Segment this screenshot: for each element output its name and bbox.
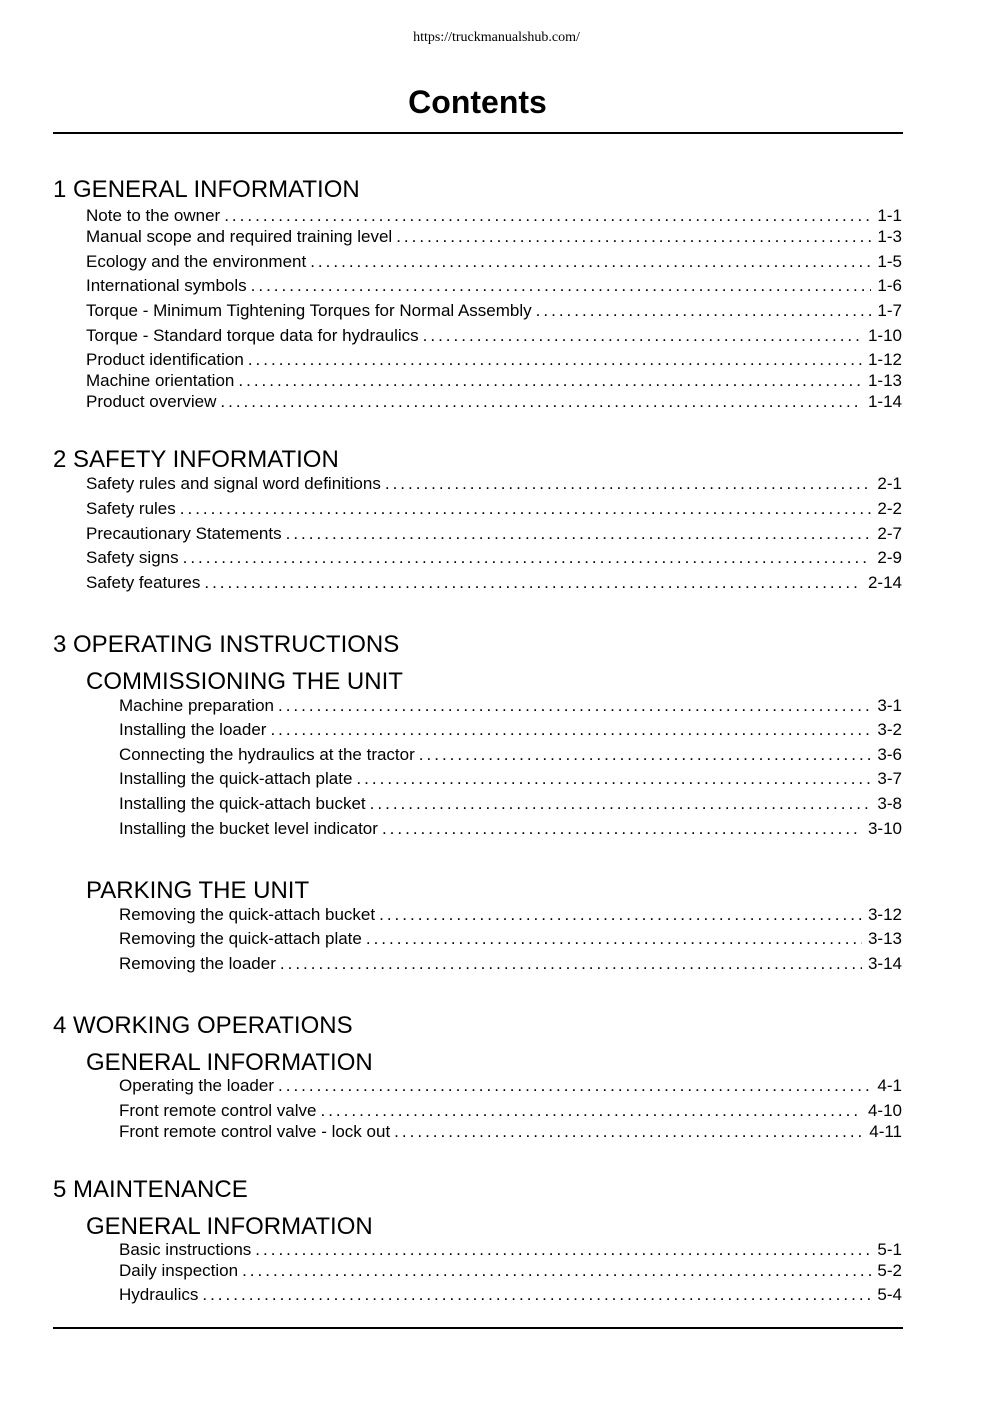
- toc-entry-page: 5-2: [877, 1261, 902, 1280]
- bottom-divider: [53, 1327, 903, 1329]
- toc-entry[interactable]: [119, 1122, 902, 1142]
- toc-entry-label: Precautionary Statements: [86, 524, 282, 543]
- toc-entry[interactable]: [86, 371, 902, 391]
- dot-leader: [248, 350, 862, 370]
- toc-entry-label: Front remote control valve: [119, 1101, 317, 1120]
- toc-entry[interactable]: [119, 819, 902, 839]
- toc-entry-page: 3-7: [877, 769, 902, 788]
- section-heading: 4 WORKING OPERATIONS: [53, 1012, 353, 1039]
- dot-leader: [251, 276, 872, 296]
- toc-entry-page: 1-14: [867, 392, 902, 411]
- dot-leader: [394, 1122, 863, 1142]
- subsection-heading: COMMISSIONING THE UNIT: [86, 668, 403, 695]
- toc-entry[interactable]: [119, 905, 902, 925]
- toc-entry-page: 1-5: [877, 252, 902, 271]
- dot-leader: [202, 1285, 871, 1305]
- dot-leader: [385, 474, 872, 494]
- dot-leader: [366, 929, 862, 949]
- toc-entry-label: Installing the loader: [119, 720, 267, 739]
- toc-entry-page: 1-6: [877, 276, 902, 295]
- dot-leader: [278, 696, 871, 716]
- subsection-heading: GENERAL INFORMATION: [86, 1213, 373, 1240]
- section-heading: 1 GENERAL INFORMATION: [53, 176, 360, 203]
- dot-leader: [320, 1101, 862, 1121]
- toc-entry[interactable]: [86, 524, 902, 544]
- toc-entry[interactable]: [86, 301, 902, 321]
- dot-leader: [220, 392, 862, 412]
- toc-entry-page: 1-13: [867, 371, 902, 390]
- toc-entry-page: 2-1: [877, 474, 902, 493]
- source-url[interactable]: https://truckmanualshub.com/: [413, 30, 580, 45]
- toc-entry[interactable]: [119, 794, 902, 814]
- toc-entry[interactable]: [86, 326, 902, 346]
- section-heading: 2 SAFETY INFORMATION: [53, 446, 339, 473]
- toc-entry-label: Product overview: [86, 392, 217, 411]
- toc-entry-label: Ecology and the environment: [86, 252, 307, 271]
- toc-entry[interactable]: [119, 1101, 902, 1121]
- toc-entry-label: Daily inspection: [119, 1261, 239, 1280]
- toc-entry-page: 3-10: [867, 819, 902, 838]
- toc-entry-label: Safety features: [86, 573, 201, 592]
- toc-entry[interactable]: [86, 350, 902, 370]
- toc-entry-label: Installing the quick-attach bucket: [119, 794, 366, 813]
- toc-entry-page: 1-3: [877, 227, 902, 246]
- toc-entry[interactable]: [86, 474, 902, 494]
- toc-entry-page: 2-2: [877, 499, 902, 518]
- toc-entry-page: 1-10: [867, 326, 902, 345]
- toc-entry[interactable]: [119, 929, 902, 949]
- dot-leader: [382, 819, 862, 839]
- toc-entry[interactable]: [119, 1076, 902, 1096]
- dot-leader: [310, 252, 871, 272]
- dot-leader: [242, 1261, 871, 1281]
- toc-entry[interactable]: [86, 548, 902, 568]
- dot-leader: [270, 720, 871, 740]
- toc-entry-label: Torque - Standard torque data for hydraulics: [86, 326, 419, 345]
- toc-entry[interactable]: [86, 276, 902, 296]
- toc-entry-label: Removing the quick-attach plate: [119, 929, 362, 948]
- toc-entry[interactable]: [86, 252, 902, 272]
- toc-entry[interactable]: [86, 392, 902, 412]
- toc-entry-label: International symbols: [86, 276, 247, 295]
- toc-entry-page: 4-11: [869, 1122, 902, 1141]
- toc-entry[interactable]: [119, 1240, 902, 1260]
- toc-entry-label: Machine orientation: [86, 371, 235, 390]
- toc-entry-page: 2-9: [877, 548, 902, 567]
- toc-entry-page: 1-12: [867, 350, 902, 369]
- dot-leader: [286, 524, 872, 544]
- toc-entry-page: 4-1: [877, 1076, 902, 1095]
- dot-leader: [278, 1076, 871, 1096]
- toc-entry-label: Product identification: [86, 350, 244, 369]
- toc-entry[interactable]: [119, 720, 902, 740]
- toc-entry[interactable]: [119, 769, 902, 789]
- toc-entry-label: Removing the quick-attach bucket: [119, 905, 376, 924]
- toc-entry-label: Basic instructions: [119, 1240, 252, 1259]
- toc-entry-page: 5-4: [877, 1285, 902, 1304]
- dot-leader: [183, 548, 872, 568]
- page-title: Contents: [408, 84, 547, 120]
- toc-entry-page: 3-1: [877, 696, 902, 715]
- toc-entry-page: 3-14: [867, 954, 902, 973]
- dot-leader: [370, 794, 872, 814]
- toc-entry[interactable]: [119, 954, 902, 974]
- toc-entry-page: 2-7: [877, 524, 902, 543]
- toc-entry-label: Removing the loader: [119, 954, 276, 973]
- toc-entry-label: Safety rules: [86, 499, 176, 518]
- toc-entry[interactable]: [86, 206, 902, 226]
- dot-leader: [180, 499, 872, 519]
- dot-leader: [280, 954, 862, 974]
- subsection-heading: PARKING THE UNIT: [86, 877, 310, 904]
- top-divider: [53, 132, 903, 134]
- toc-entry-label: Torque - Minimum Tightening Torques for Normal Assembly: [86, 301, 532, 320]
- subsection-heading: GENERAL INFORMATION: [86, 1049, 373, 1076]
- dot-leader: [396, 227, 871, 247]
- toc-entry-label: Connecting the hydraulics at the tractor: [119, 745, 415, 764]
- toc-entry-label: Manual scope and required training level: [86, 227, 393, 246]
- section-heading: 3 OPERATING INSTRUCTIONS: [53, 631, 400, 658]
- dot-leader: [379, 905, 862, 925]
- toc-entry[interactable]: [119, 1261, 902, 1281]
- dot-leader: [423, 326, 862, 346]
- dot-leader: [356, 769, 871, 789]
- dot-leader: [204, 573, 862, 593]
- dot-leader: [238, 371, 862, 391]
- toc-entry-label: Safety signs: [86, 548, 179, 567]
- toc-entry-label: Safety rules and signal word definitions: [86, 474, 381, 493]
- toc-entry-page: 3-2: [877, 720, 902, 739]
- toc-entry-label: Machine preparation: [119, 696, 274, 715]
- toc-entry-page: 3-6: [877, 745, 902, 764]
- toc-entry-page: 1-7: [877, 301, 902, 320]
- toc-entry-label: Front remote control valve - lock out: [119, 1122, 391, 1141]
- dot-leader: [419, 745, 872, 765]
- toc-entry-page: 5-1: [877, 1240, 902, 1259]
- toc-entry-label: Installing the quick-attach plate: [119, 769, 353, 788]
- section-heading: 5 MAINTENANCE: [53, 1176, 248, 1203]
- toc-entry-page: 3-12: [867, 905, 902, 924]
- toc-entry[interactable]: [86, 499, 902, 519]
- toc-entry-label: Installing the bucket level indicator: [119, 819, 378, 838]
- dot-leader: [255, 1240, 871, 1260]
- toc-entry-page: 2-14: [867, 573, 902, 592]
- toc-entry[interactable]: [86, 573, 902, 593]
- toc-entry[interactable]: [119, 696, 902, 716]
- toc-entry-page: 1-1: [877, 206, 902, 225]
- toc-entry-label: Hydraulics: [119, 1285, 199, 1304]
- toc-entry-label: Operating the loader: [119, 1076, 274, 1095]
- dot-leader: [224, 206, 871, 226]
- toc-entry-page: 3-8: [877, 794, 902, 813]
- toc-entry-page: 4-10: [867, 1101, 902, 1120]
- toc-entry[interactable]: [119, 1285, 902, 1305]
- toc-entry[interactable]: [119, 745, 902, 765]
- toc-entry-label: Note to the owner: [86, 206, 221, 225]
- toc-entry-page: 3-13: [867, 929, 902, 948]
- dot-leader: [536, 301, 872, 321]
- toc-entry[interactable]: [86, 227, 902, 247]
